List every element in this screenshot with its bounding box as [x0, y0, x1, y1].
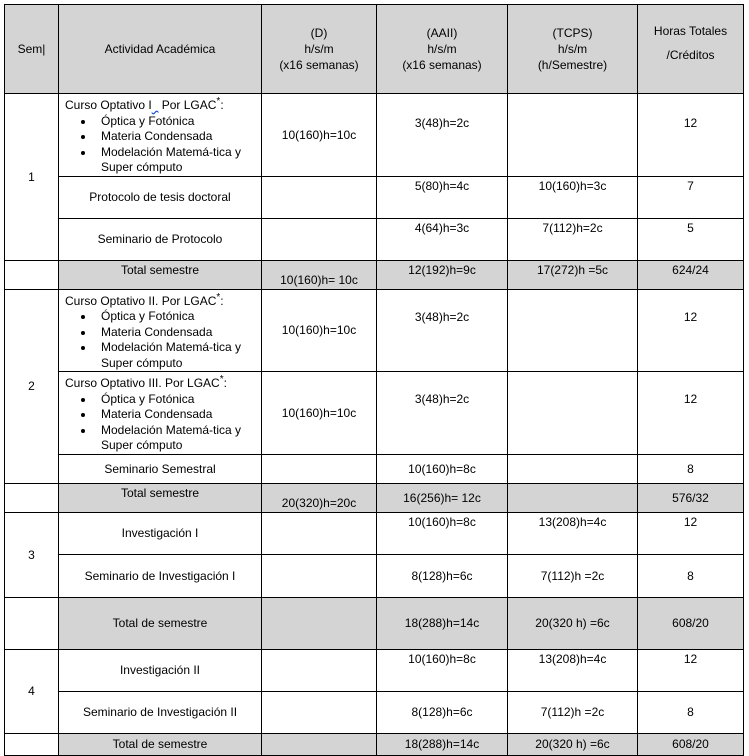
- d-cell: [262, 597, 377, 649]
- table-row: [5, 554, 744, 597]
- aaii-cell: 8(128)h=6c: [377, 554, 508, 597]
- sem-number: 4: [5, 649, 59, 733]
- aaii-cell: 8(128)h=6c: [377, 691, 508, 733]
- header-tcps: (TCPS) h/s/m (h/Semestre): [508, 5, 638, 94]
- sem-number: 1: [5, 94, 59, 261]
- total-cell: 5: [638, 218, 744, 260]
- table-row: [5, 289, 744, 372]
- list-item: • Materia Condensada: [95, 407, 261, 423]
- list-item: • Modelación Matemá-tica y Super cómputo: [95, 145, 261, 176]
- aaii-cell: 18(288)h=14c: [377, 733, 508, 755]
- aaii-cell: 12(192)h=9c: [377, 260, 508, 289]
- total-row: [5, 597, 744, 649]
- table-row: [5, 454, 744, 483]
- list-item: • Materia Condensada: [95, 129, 261, 145]
- total-cell: 12: [638, 94, 744, 177]
- d-cell: [262, 691, 377, 733]
- header-aaii: (AAII) h/s/m (x16 semanas): [377, 5, 508, 94]
- list-item: • Óptica y Fotónica: [95, 392, 261, 408]
- activity-cell: Curso Optativo II. Por LGAC*: • Óptica y Fotónica • Materia Condensada • Modelación Matemá-tica y Super cómputo: [59, 289, 262, 372]
- d-cell: [262, 649, 377, 691]
- table-row: [5, 372, 744, 455]
- list-item: • Modelación Matemá-tica y Super cómputo: [95, 423, 261, 454]
- sem-empty: [5, 597, 59, 649]
- aaii-cell: 5(80)h=4c: [377, 176, 508, 218]
- d-cell: 10(160)h=10c: [262, 372, 377, 455]
- total-cell: 12: [638, 649, 744, 691]
- header-row: [5, 5, 744, 94]
- activity-cell: Investigación I: [59, 512, 262, 554]
- list-item: • Materia Condensada: [95, 325, 261, 341]
- total-cell: 12: [638, 372, 744, 455]
- aaii-cell: 4(64)h=3c: [377, 218, 508, 260]
- list-item: • Modelación Matemá-tica y Super cómputo: [95, 340, 261, 371]
- sem-empty: [5, 260, 59, 289]
- total-label: Total de semestre: [59, 733, 262, 755]
- total-label: Total semestre: [59, 260, 262, 289]
- activity-cell: Curso Optativo I Por LGAC*: • Óptica y Fotónica • Materia Condensada • Modelación Matemá-tica y Super cómputo: [59, 94, 262, 177]
- d-cell: [262, 176, 377, 218]
- sem-empty: [5, 483, 59, 512]
- d-cell: 10(160)h=10c: [262, 289, 377, 372]
- tcps-cell: 7(112)h =2c: [508, 691, 638, 733]
- sem-empty: [5, 733, 59, 755]
- table-row: [5, 512, 744, 554]
- tcps-cell: [508, 372, 638, 455]
- tcps-cell: [508, 454, 638, 483]
- activity-cell: Seminario de Protocolo: [59, 218, 262, 260]
- header-horas: Horas Totales /Créditos: [638, 5, 744, 94]
- tcps-cell: 7(112)h =2c: [508, 554, 638, 597]
- aaii-cell: 10(160)h=8c: [377, 454, 508, 483]
- total-cell: 8: [638, 691, 744, 733]
- header-d: (D) h/s/m (x16 semanas): [262, 5, 377, 94]
- d-cell: [262, 218, 377, 260]
- tcps-cell: 13(208)h=4c: [508, 512, 638, 554]
- d-cell: [262, 733, 377, 755]
- list-item: • Óptica y Fotónica: [95, 309, 261, 325]
- activity-cell: Seminario de Investigación II: [59, 691, 262, 733]
- header-sem: Sem|: [5, 5, 59, 94]
- tcps-cell: 20(320 h) =6c: [508, 597, 638, 649]
- header-actividad: Actividad Académica: [59, 5, 262, 94]
- aaii-cell: 16(256)h= 12c: [377, 483, 508, 512]
- aaii-cell: 18(288)h=14c: [377, 597, 508, 649]
- d-cell: 20(320)h=20c: [262, 483, 377, 512]
- total-cell: 8: [638, 454, 744, 483]
- d-cell: 10(160)h=10c: [262, 94, 377, 177]
- total-cell: 608/20: [638, 733, 744, 755]
- activity-cell: Seminario Semestral: [59, 454, 262, 483]
- total-cell: 12: [638, 289, 744, 372]
- total-label: Total de semestre: [59, 597, 262, 649]
- sem-number: 3: [5, 512, 59, 597]
- total-cell: 608/20: [638, 597, 744, 649]
- table-row: [5, 691, 744, 733]
- tcps-cell: 13(208)h=4c: [508, 649, 638, 691]
- sem-number: 2: [5, 289, 59, 483]
- aaii-cell: 3(48)h=2c: [377, 94, 508, 177]
- aaii-cell: 10(160)h=8c: [377, 649, 508, 691]
- d-cell: [262, 454, 377, 483]
- table-row: [5, 649, 744, 691]
- tcps-cell: 10(160)h=3c: [508, 176, 638, 218]
- aaii-cell: 3(48)h=2c: [377, 289, 508, 372]
- table-row: [5, 94, 744, 177]
- list-item: • Óptica y Fotónica: [95, 114, 261, 130]
- total-row: [5, 260, 744, 289]
- curriculum-table: [4, 4, 744, 756]
- aaii-cell: 3(48)h=2c: [377, 372, 508, 455]
- tcps-cell: 17(272)h =5c: [508, 260, 638, 289]
- total-cell: 624/24: [638, 260, 744, 289]
- d-cell: 10(160)h= 10c: [262, 260, 377, 289]
- activity-cell: Protocolo de tesis doctoral: [59, 176, 262, 218]
- aaii-cell: 10(160)h=8c: [377, 512, 508, 554]
- total-cell: 8: [638, 554, 744, 597]
- tcps-cell: [508, 94, 638, 177]
- total-label: Total semestre: [59, 483, 262, 512]
- tcps-cell: 7(112)h=2c: [508, 218, 638, 260]
- d-cell: [262, 554, 377, 597]
- total-row: [5, 483, 744, 512]
- total-cell: 576/32: [638, 483, 744, 512]
- table-row: [5, 176, 744, 218]
- tcps-cell: [508, 483, 638, 512]
- table-row: [5, 218, 744, 260]
- tcps-cell: 20(320 h) =6c: [508, 733, 638, 755]
- total-row: [5, 733, 744, 755]
- d-cell: [262, 512, 377, 554]
- activity-cell: Curso Optativo III. Por LGAC*: • Óptica y Fotónica • Materia Condensada • Modelación Matemá-tica y Super cómputo: [59, 372, 262, 455]
- activity-cell: Seminario de Investigación I: [59, 554, 262, 597]
- activity-cell: Investigación II: [59, 649, 262, 691]
- tcps-cell: [508, 289, 638, 372]
- total-cell: 12: [638, 512, 744, 554]
- total-cell: 7: [638, 176, 744, 218]
